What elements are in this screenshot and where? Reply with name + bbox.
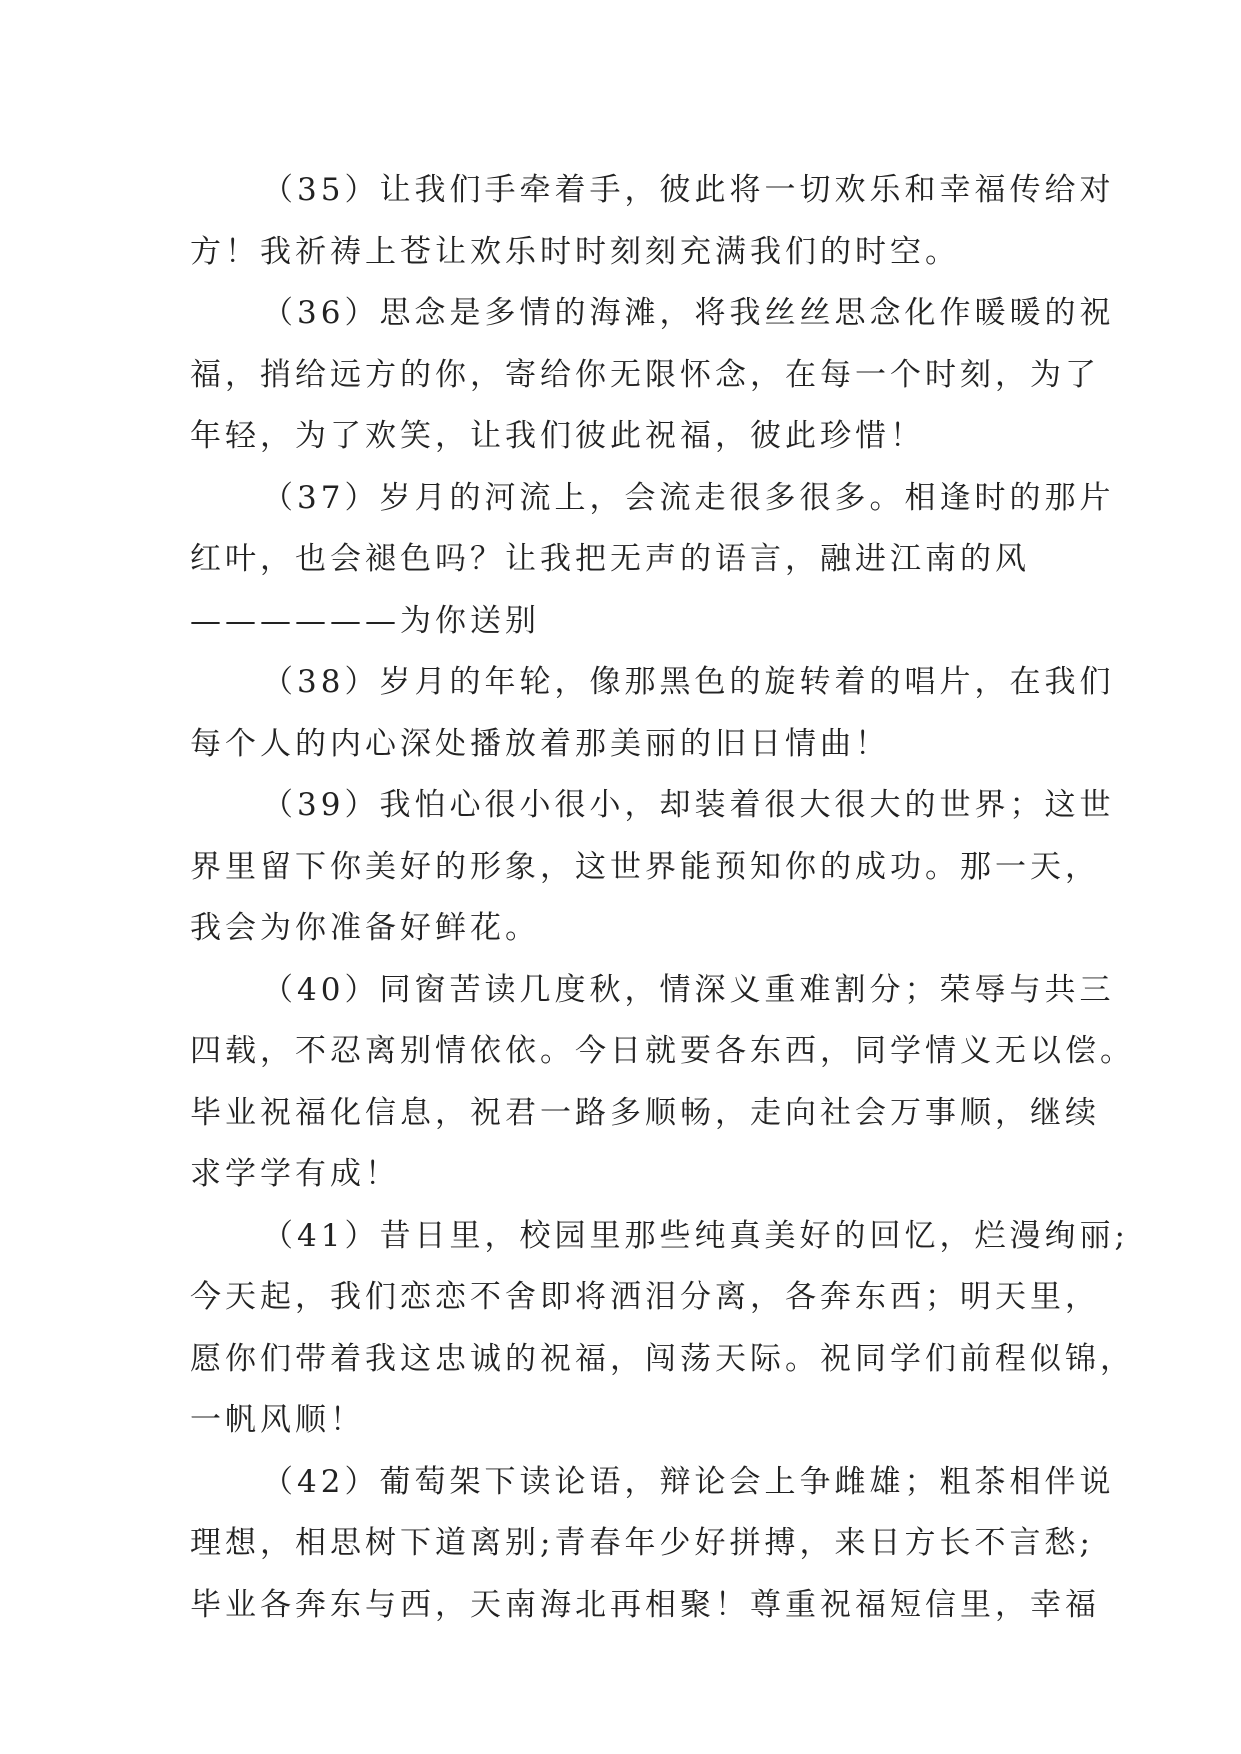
text-line: （42）葡萄架下读论语，辩论会上争雌雄；粗茶相伴说: [262, 1463, 1115, 1500]
paragraph-39: [190, 775, 1115, 960]
text-line: 我会为你准备好鲜花。: [190, 910, 540, 946]
text-line: 年轻，为了欢笑，让我们彼此祝福，彼此珍惜！: [190, 418, 925, 454]
text-line: 福，捎给远方的你，寄给你无限怀念，在每一个时刻，为了: [190, 356, 1100, 393]
text-line: 毕业祝福化信息，祝君一路多顺畅，走向社会万事顺，继续: [190, 1094, 1100, 1131]
text-line: （39）我怕心很小很小，却装着很大很大的世界；这世: [262, 787, 1115, 823]
text-line: 理想，相思树下道离别;青春年少好拼搏，来日方长不言愁;: [190, 1525, 1094, 1561]
paragraph-40: [190, 960, 1135, 1206]
document-body: [190, 160, 1135, 1636]
text-line: 愿你们带着我这忠诚的祝福，闯荡天际。祝同学们前程似锦，: [190, 1340, 1135, 1377]
paragraph-37: [190, 468, 1115, 653]
text-line: （40）同窗苦读几度秋，情深义重难割分；荣辱与共三: [262, 971, 1115, 1008]
text-line: 四载，不忍离别情依依。今日就要各东西，同学情义无以偿。: [190, 1033, 1135, 1069]
paragraph-42: [190, 1452, 1115, 1637]
text-line: （36）思念是多情的海滩，将我丝丝思念化作暖暖的祝: [262, 295, 1115, 331]
paragraph-35: [190, 160, 1115, 283]
text-line: 求学学有成！: [190, 1156, 400, 1192]
text-line: 一帆风顺！: [190, 1402, 365, 1438]
paragraph-38: [190, 652, 1115, 775]
paragraph-36: [190, 283, 1115, 468]
text-line: （41）昔日里，校园里那些纯真美好的回忆，烂漫绚丽;: [262, 1217, 1129, 1254]
text-line: 红叶，也会褪色吗？让我把无声的语言，融进江南的风: [190, 541, 1030, 577]
text-line: 今天起，我们恋恋不舍即将洒泪分离，各奔东西；明天里，: [190, 1279, 1100, 1315]
paragraph-41: [190, 1206, 1135, 1452]
text-line: ——————为你送别: [190, 602, 540, 639]
text-line: 界里留下你美好的形象，这世界能预知你的成功。那一天，: [190, 848, 1100, 885]
text-line: 方！我祈祷上苍让欢乐时时刻刻充满我们的时空。: [190, 233, 960, 270]
text-line: 毕业各奔东与西，天南海北再相聚！尊重祝福短信里，幸福: [190, 1586, 1100, 1623]
text-line: （37）岁月的河流上，会流走很多很多。相逢时的那片: [262, 479, 1115, 516]
text-line: （35）让我们手牵着手，彼此将一切欢乐和幸福传给对: [262, 172, 1115, 208]
text-line: 每个人的内心深处播放着那美丽的旧日情曲！: [190, 725, 890, 762]
text-line: （38）岁月的年轮，像那黑色的旋转着的唱片，在我们: [262, 664, 1115, 700]
